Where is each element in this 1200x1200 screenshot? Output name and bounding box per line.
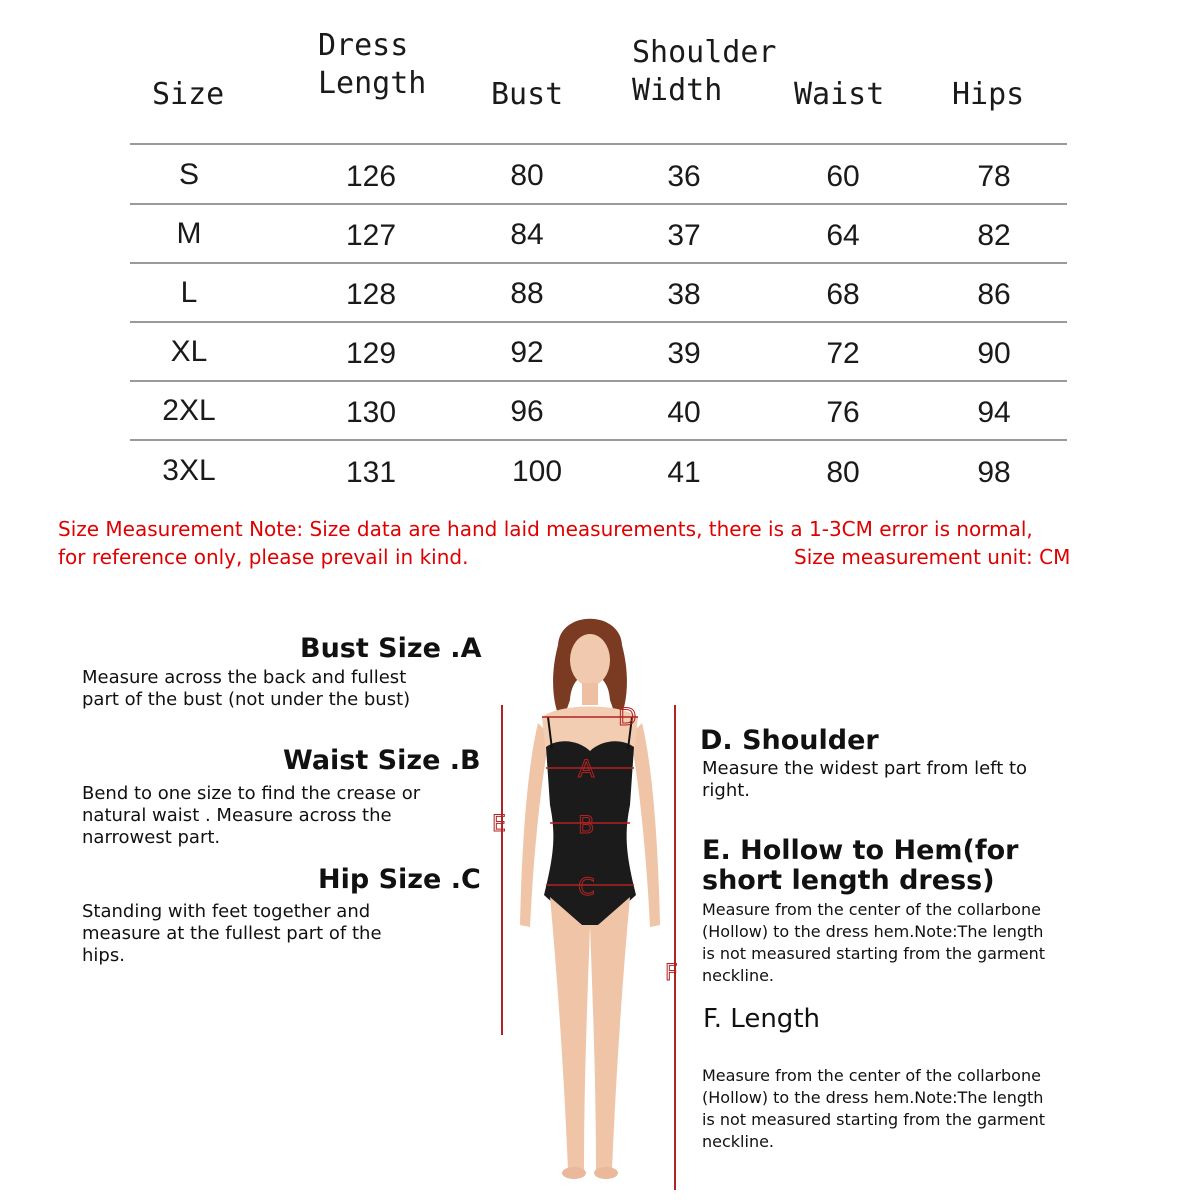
cell-hips: 82 bbox=[977, 219, 1011, 252]
model-figure-illustration bbox=[490, 605, 690, 1195]
hip-size-description bbox=[82, 901, 382, 967]
cell-shoulder: 36 bbox=[667, 160, 701, 193]
bust-size-description bbox=[82, 667, 410, 711]
cell-bust: 96 bbox=[510, 395, 544, 428]
cell-waist: 80 bbox=[826, 456, 860, 489]
cell-shoulder: 39 bbox=[667, 337, 701, 370]
hollow-desc-line: neckline. bbox=[702, 966, 775, 985]
hollow-title-line: E. Hollow to Hem(for bbox=[702, 835, 1019, 866]
measurement-note: Size Measurement Note: Size data are hand laid measurements, there is a 1-3CM error is normal, bbox=[58, 517, 1033, 541]
bust-desc-line: Measure across the back and fullest bbox=[82, 667, 407, 688]
cell-dress-length: 128 bbox=[345, 278, 397, 311]
hollow-title-line: short length dress) bbox=[702, 865, 995, 896]
hip-desc-line: hips. bbox=[82, 945, 125, 966]
measurement-unit-note: Size measurement unit: CM bbox=[794, 545, 1071, 569]
cell-hips: 86 bbox=[977, 278, 1011, 311]
header-waist-label: Waist bbox=[794, 77, 885, 112]
waist-size-title: Waist Size .B bbox=[283, 745, 481, 776]
hollow-to-hem-description bbox=[702, 899, 1045, 987]
length-title: F. Length bbox=[703, 1004, 820, 1034]
header-width-label: Width bbox=[632, 73, 723, 108]
hollow-desc-line: is not measured starting from the garment bbox=[702, 944, 1046, 963]
header-shoulder-width bbox=[632, 34, 777, 110]
right-leg-shape bbox=[590, 897, 630, 1170]
shoulder-title: D. Shoulder bbox=[700, 725, 879, 756]
left-leg-shape bbox=[550, 897, 590, 1170]
waist-desc-line: Bend to one size to find the crease or bbox=[82, 783, 421, 804]
cell-hips: 94 bbox=[977, 396, 1011, 429]
cell-dress-length: 126 bbox=[345, 160, 397, 193]
head-shape bbox=[570, 634, 610, 686]
header-dress-label: Dress bbox=[318, 28, 409, 63]
cell-shoulder: 37 bbox=[667, 219, 701, 252]
header-size bbox=[152, 76, 224, 114]
hollow-desc-line: (Hollow) to the dress hem.Note:The length bbox=[702, 922, 1044, 941]
cell-shoulder: 38 bbox=[667, 278, 701, 311]
shoulder-description bbox=[702, 758, 1027, 802]
marker-b: B bbox=[578, 811, 595, 839]
cell-size: 2XL bbox=[162, 394, 216, 427]
table-divider bbox=[130, 321, 1067, 323]
cell-bust: 92 bbox=[510, 336, 544, 369]
hollow-to-hem-title bbox=[702, 836, 1019, 896]
marker-e: E bbox=[492, 812, 506, 837]
header-shoulder-label: Shoulder bbox=[632, 35, 777, 70]
marker-c: C bbox=[578, 873, 595, 901]
marker-d: D bbox=[618, 703, 637, 731]
header-size-label: Size bbox=[152, 77, 225, 112]
header-bust-label: Bust bbox=[491, 77, 564, 112]
header-bust bbox=[491, 76, 563, 114]
length-description bbox=[702, 1065, 1045, 1153]
cell-size: M bbox=[176, 217, 202, 250]
waist-desc-line: narrowest part. bbox=[82, 827, 221, 848]
waist-size-description bbox=[82, 783, 420, 849]
bust-desc-line: part of the bust (not under the bust) bbox=[82, 689, 411, 710]
cell-bust: 80 bbox=[510, 159, 544, 192]
shoulder-desc-line: Measure the widest part from left to bbox=[702, 758, 1028, 779]
hip-desc-line: measure at the fullest part of the bbox=[82, 923, 382, 944]
measurement-note-continued: for reference only, please prevail in kind. bbox=[58, 545, 469, 569]
cell-size: XL bbox=[170, 335, 208, 368]
header-length-label: Length bbox=[318, 66, 427, 101]
length-desc-line: is not measured starting from the garment bbox=[702, 1110, 1046, 1129]
cell-waist: 64 bbox=[826, 219, 860, 252]
right-foot-shape bbox=[594, 1167, 618, 1179]
cell-size: 3XL bbox=[162, 454, 216, 487]
shoulder-desc-line: right. bbox=[702, 780, 751, 801]
cell-bust: 84 bbox=[510, 218, 544, 251]
bust-size-title: Bust Size .A bbox=[300, 633, 482, 664]
table-divider bbox=[130, 143, 1067, 145]
waist-desc-line: natural waist . Measure across the bbox=[82, 805, 392, 826]
marker-a: A bbox=[578, 755, 595, 783]
header-hips bbox=[952, 76, 1024, 114]
table-divider bbox=[130, 262, 1067, 264]
marker-f: F bbox=[665, 961, 678, 986]
right-arm-shape bbox=[630, 723, 660, 927]
hip-size-title: Hip Size .C bbox=[318, 864, 481, 895]
cell-waist: 76 bbox=[826, 396, 860, 429]
cell-shoulder: 41 bbox=[667, 456, 701, 489]
header-waist bbox=[794, 76, 884, 114]
header-hips-label: Hips bbox=[952, 77, 1025, 112]
cell-bust: 88 bbox=[510, 277, 544, 310]
cell-bust: 100 bbox=[511, 455, 563, 488]
cell-size: L bbox=[180, 276, 198, 309]
cell-dress-length: 131 bbox=[345, 456, 397, 489]
cell-waist: 68 bbox=[826, 278, 860, 311]
cell-dress-length: 130 bbox=[345, 396, 397, 429]
cell-hips: 78 bbox=[977, 160, 1011, 193]
cell-hips: 90 bbox=[977, 337, 1011, 370]
table-divider bbox=[130, 439, 1067, 441]
hip-desc-line: Standing with feet together and bbox=[82, 901, 371, 922]
cell-dress-length: 129 bbox=[345, 337, 397, 370]
length-desc-line: neckline. bbox=[702, 1132, 775, 1151]
neck-shape bbox=[582, 683, 598, 705]
length-desc-line: Measure from the center of the collarbone bbox=[702, 1066, 1041, 1085]
cell-waist: 72 bbox=[826, 337, 860, 370]
left-arm-shape bbox=[520, 723, 550, 927]
length-desc-line: (Hollow) to the dress hem.Note:The length bbox=[702, 1088, 1044, 1107]
hollow-desc-line: Measure from the center of the collarbone bbox=[702, 900, 1041, 919]
left-foot-shape bbox=[562, 1167, 586, 1179]
cell-shoulder: 40 bbox=[667, 396, 701, 429]
cell-dress-length: 127 bbox=[345, 219, 397, 252]
table-divider bbox=[130, 380, 1067, 382]
cell-size: S bbox=[178, 158, 199, 191]
table-divider bbox=[130, 203, 1067, 205]
cell-hips: 98 bbox=[977, 456, 1011, 489]
header-dress-length bbox=[318, 27, 426, 103]
cell-waist: 60 bbox=[826, 160, 860, 193]
